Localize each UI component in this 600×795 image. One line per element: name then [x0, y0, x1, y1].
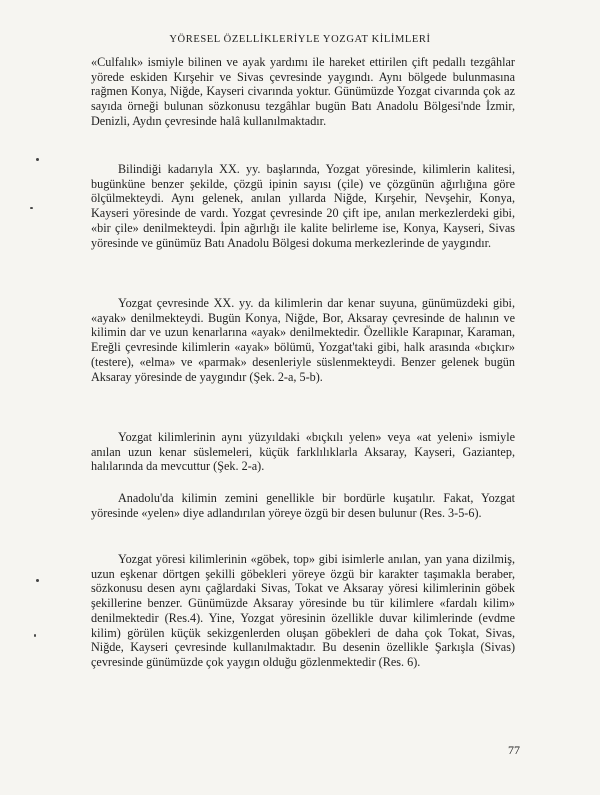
page-number: 77	[508, 743, 520, 757]
scan-speck	[36, 579, 39, 582]
scan-speck	[30, 207, 33, 209]
scan-speck	[34, 634, 36, 637]
paragraph-yelen-border: Yozgat kilimlerinin aynı yüzyıldaki «bıçkılı yelen» veya «at yeleni» ismiyle anılan uzun kenar süslemeleri, küçük farklılıklarla Aksaray, Kayseri, Gaziantep, halılarında da mevcuttur (Şek. 2-a).	[91, 430, 515, 474]
paragraph-looms: «Culfalık» ismiyle bilinen ve ayak yardımı ile hareket ettirilen çift pedallı tezgâhlar yörede eskiden Kırşehir ve Sivas çevresinde yaygındı. Aynı bölgede bulunmasına rağmen Konya, Niğde, Kayseri civarında yoktur. Günümüzde Yozgat civarında çok az sayıda örneği bulunan sözkonusu tezgâhlar bugün Batı Anadolu Bölgesi'nde İzmir, Denizli, Aydın çevresinde halâ kullanılmaktadır.	[91, 55, 515, 128]
paragraph-ground: Anadolu'da kilimin zemini genellikle bir bordürle kuşatılır. Fakat, Yozgat yöresinde «yelen» diye adlandırılan yöreye özgü bir desen bulunur (Res. 3-5-6).	[91, 491, 515, 520]
running-header: YÖRESEL ÖZELLİKLERİYLE YOZGAT KİLİMLERİ	[169, 34, 431, 45]
paragraph-quality: Bilindiği kadarıyla XX. yy. başlarında, Yozgat yöresinde, kilimlerin kalitesi, bugünküne benzer şekilde, çözgü ipinin sayısı (çile) ve çözgünün ağırlığına göre ölçülmekteydi. Aynı gelenek, anılan yıllarda Niğde, Kırşehir, Nevşehir, Konya, Kayseri yöresinde de vardı. Yozgat çevresinde 20 çift ipe, anılan merkezlerdeki gibi, «bir çile» denilmekteydi. İpin ağırlığı ile kalite belirleme ise, Konya, Kayseri, Sivas yöresinde ve günümüz Batı Anadolu Bölgesi dokuma merkezlerinde de yaygındır.	[91, 162, 515, 250]
paragraph-ayak: Yozgat çevresinde XX. yy. da kilimlerin dar kenar suyuna, günümüzdeki gibi, «ayak» denilmekteydi. Bugün Konya, Niğde, Bor, Aksaray çevresinde de halının ve kilimin dar ve uzun kenarlarına «ayak» denilmektedir. Özellikle Karapınar, Karaman, Ereğli çevresinde kilimlerin «ayak» bölümü, Yozgat'taki gibi, halk arasında «bıçkır» (testere), «elma» ve «parmak» desenleriyle süslenmekteydi. Benzer gelenek bugün Aksaray yöresinde de yaygındır (Şek. 2-a, 5-b).	[91, 296, 515, 384]
scan-speck	[36, 158, 39, 161]
paragraph-gobek: Yozgat yöresi kilimlerinin «göbek, top» gibi isimlerle anılan, yan yana dizilmiş, uzun eşkenar dörtgen şekilli göbekleri yöreye özgü bir karakter taşımakla beraber, sözkonusu desen aynı çağlardaki Sivas, Tokat ve Aksaray yöresi kilimlerinin göbek şekillerine benzer. Günümüzde Aksaray yöresinde bu tür kilimlere «fardalı kilim» denilmektedir (Res.4). Yine, Yozgat yöresinin özellikle duvar kilimlerinde (evdme kilim) görülen küçük sekizgenlerden oluşan göbekleri de daha çok Tokat, Sivas, Niğde, Kayseri çevresinde kullanılmaktadır. Bu desenin özellikle Şarkışla (Sivas) çevresinde günümüzde çok yaygın olduğu gözlenmektedir (Res. 6).	[91, 552, 515, 669]
